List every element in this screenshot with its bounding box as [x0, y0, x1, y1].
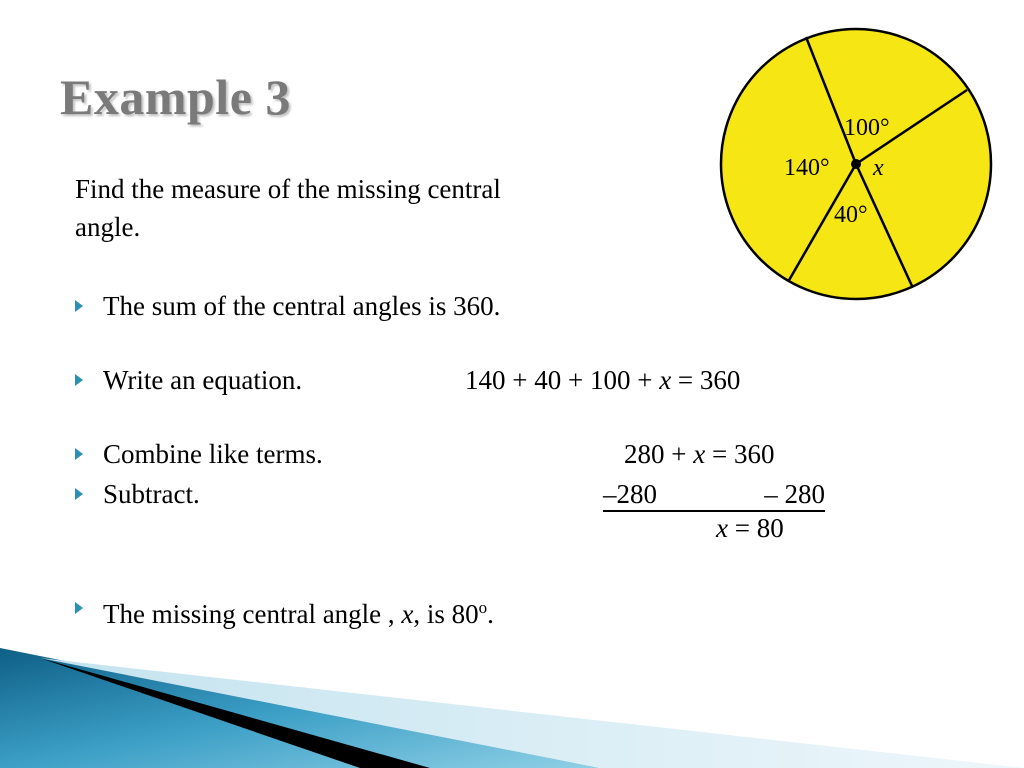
result-right: = 80 [727, 513, 784, 543]
bullet-arrow-icon [75, 374, 83, 386]
equation-2-var: x [693, 439, 706, 469]
equation-1-right: = 360 [671, 365, 741, 395]
equation-2 [624, 436, 774, 472]
conclusion-mid: , is 80 [413, 599, 479, 629]
bullet-arrow-icon [75, 300, 83, 312]
equation-1 [465, 362, 740, 398]
conclusion-var: x [401, 599, 414, 629]
slide-title: Example 3 [60, 69, 291, 125]
equation-2-right: = 360 [705, 439, 775, 469]
central-angle-diagram [716, 24, 1000, 308]
equation-1-left: 140 + 40 + 100 + [465, 365, 660, 395]
angle-label-140: 140° [784, 155, 830, 181]
circle-diagram-svg [716, 24, 1000, 308]
bullet-write-text: Write an equation. [103, 365, 303, 395]
angle-label-40: 40° [834, 202, 868, 228]
intro-text: Find the measure of the missing central angle. [75, 174, 501, 242]
equation-result [716, 510, 784, 546]
subtract-left: –280 [603, 479, 657, 509]
bullet-conclusion-text [103, 590, 494, 632]
bullet-arrow-icon [75, 602, 83, 614]
bullet-subtract-text: Subtract. [103, 479, 200, 509]
bullet-sum-text: The sum of the central angles is 360. [103, 291, 501, 321]
equation-1-var: x [659, 365, 672, 395]
angle-label-100: 100° [844, 115, 890, 141]
bottom-decoration [0, 640, 1024, 768]
subtract-right: – 280 [764, 479, 825, 509]
conclusion-prefix: The missing central angle , [103, 599, 402, 629]
bullet-arrow-icon [75, 488, 83, 500]
conclusion-end: . [487, 599, 494, 629]
result-var: x [716, 513, 728, 543]
equation-2-left: 280 + [624, 439, 694, 469]
bullet-arrow-icon [75, 448, 83, 460]
angle-label-x: x [873, 155, 884, 181]
bullet-combine-text: Combine like terms. [103, 439, 323, 469]
degree-mark: o [478, 598, 488, 617]
center-point [851, 159, 861, 169]
subtraction-line [603, 476, 825, 512]
